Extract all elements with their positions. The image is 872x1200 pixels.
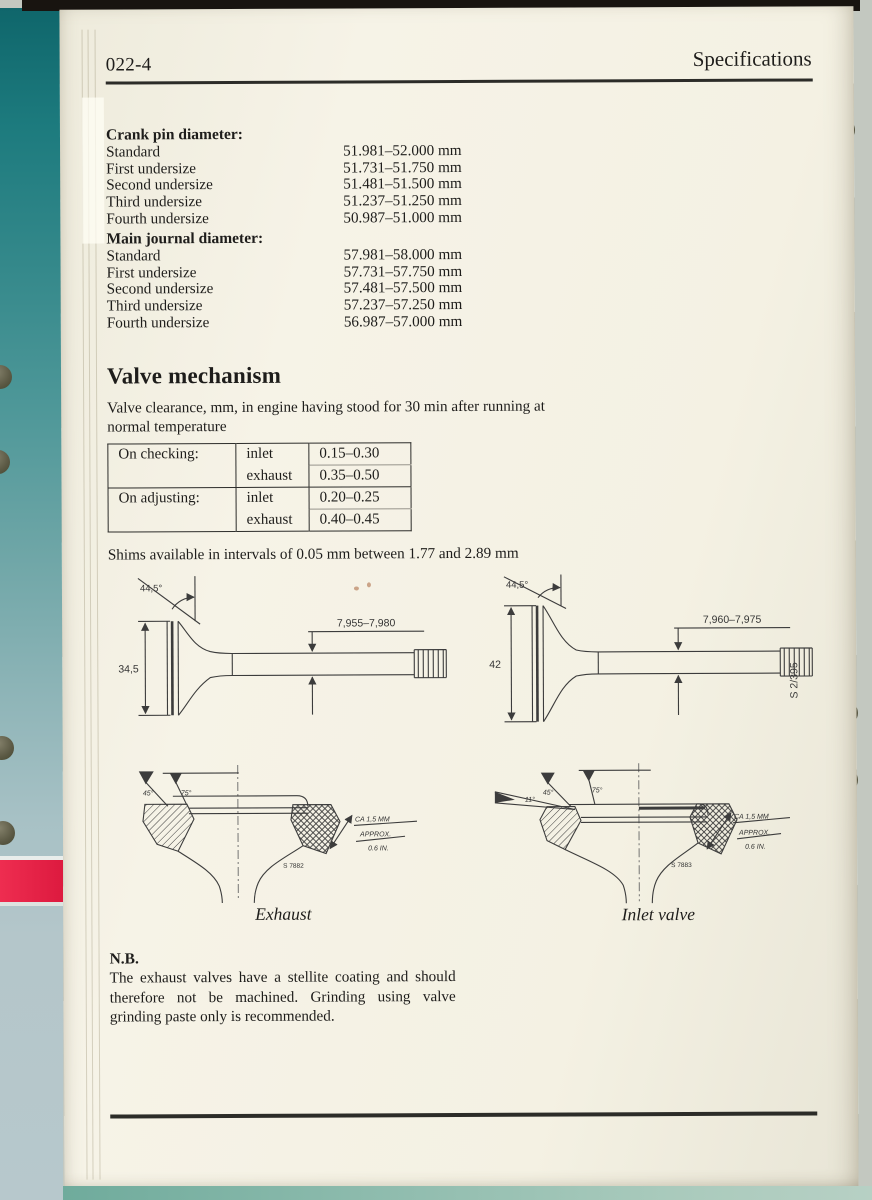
spec-label: Fourth undersize [106, 210, 209, 228]
spec-value: 56.987–57.000 mm [343, 312, 463, 331]
port-cell: inlet [236, 487, 309, 509]
valve-mechanism-heading: Valve mechanism [106, 362, 282, 389]
stem-diameter-dim: 7,955–7,980 [336, 617, 396, 630]
crank-pin-heading: Crank pin diameter: [105, 125, 243, 144]
spec-row [106, 209, 586, 228]
figure-number: S 7882 [283, 862, 304, 870]
port-cell: inlet [236, 443, 309, 465]
spec-row [106, 142, 586, 161]
footer-rule [110, 1111, 817, 1118]
spec-label: First undersize [106, 263, 197, 282]
valve-clearance-table [107, 442, 411, 532]
port-cell: exhaust [236, 509, 309, 531]
spec-label: Standard [106, 143, 161, 161]
table-row [108, 443, 411, 466]
inlet-valve-profile-drawing [480, 572, 816, 731]
figure-plate-reference: S 2/395 [788, 662, 801, 699]
clearance-mode-cell: On adjusting: [108, 487, 236, 532]
nb-text: The exhaust valves have a stellite coating and should therefore not be machined. Grinding using valve grinding paste only is recommended. [109, 968, 456, 1026]
seat-note-line2: APPROX. [360, 831, 392, 839]
spec-label: Fourth undersize [106, 314, 210, 332]
spec-value: 57.981–58.000 mm [343, 245, 463, 264]
head-diameter-dim: 34,5 [118, 663, 139, 676]
main-journal-diameter-block [106, 229, 586, 332]
value-cell: 0.20–0.25 [309, 487, 411, 509]
manual-page [59, 6, 858, 1189]
spec-label: Standard [106, 247, 161, 265]
spec-label: Third undersize [106, 297, 203, 315]
valve-clearance-intro: Valve clearance, mm, in engine having stood for 30 min after running at normal temperature [107, 397, 545, 436]
exhaust-valve-profile-drawing [112, 574, 458, 734]
exhaust-seat-section-drawing [133, 760, 419, 909]
binder-edge-strip [0, 8, 63, 1200]
section-title: Specifications [692, 46, 812, 71]
seat-note-line1: CA 1,5 MM [354, 816, 390, 824]
head-diameter-dim: 42 [489, 658, 502, 671]
seat-angle-75-label: 75° [180, 790, 192, 798]
spec-row [107, 313, 587, 332]
spec-value: 51.981–52.000 mm [343, 141, 462, 160]
seat-angle-45-label: 45° [142, 790, 154, 798]
spec-row [106, 246, 586, 265]
seat-note-line1: CA 1,5 MM [733, 813, 769, 821]
value-cell: 0.40–0.45 [319, 511, 380, 528]
spec-value: 57.237–57.250 mm [343, 296, 463, 314]
seat-angle-label: 44,5° [139, 583, 163, 595]
seat-note-line3: 0.6 IN. [745, 843, 766, 851]
exhaust-caption: Exhaust [255, 903, 312, 924]
nb-heading: N.B. [109, 950, 139, 968]
spec-label: Second undersize [106, 176, 213, 194]
red-index-tab [0, 856, 63, 906]
figure-number: S 7883 [671, 861, 692, 870]
spec-value: 57.731–57.750 mm [343, 262, 463, 281]
seat-angle-11-label: 11° [524, 796, 535, 804]
spec-value: 57.481–57.500 mm [343, 279, 463, 297]
seat-angle-45-label: 45° [542, 789, 554, 797]
main-journal-heading: Main journal diameter: [106, 229, 264, 248]
scan-stain [367, 582, 371, 587]
nb-note-block [110, 948, 456, 1027]
seat-angle-label: 44,5° [505, 579, 529, 591]
spec-value: 51.237–51.250 mm [343, 192, 462, 210]
spec-label: Second undersize [106, 280, 214, 298]
sheet-edge-tab [82, 98, 105, 244]
stem-diameter-dim: 7,960–7,975 [702, 613, 762, 626]
inlet-seat-section-drawing [491, 757, 794, 910]
scan-stain [354, 586, 359, 590]
spec-value: 50.987–51.000 mm [343, 208, 462, 227]
crank-pin-diameter-block [106, 125, 586, 228]
clearance-mode-cell: On checking: [108, 443, 236, 488]
port-cell: exhaust [236, 465, 309, 487]
spec-label: First undersize [106, 159, 197, 178]
shims-note: Shims available in intervals of 0.05 mm between 1.77 and 2.89 mm [107, 544, 519, 564]
value-cell: 0.35–0.50 [319, 467, 380, 484]
spec-value: 51.481–51.500 mm [343, 175, 462, 193]
spec-value: 51.731–51.750 mm [343, 158, 462, 177]
seat-note-line2: APPROX. [739, 829, 771, 837]
value-cell: 0.15–0.30 [309, 443, 411, 465]
spec-label: Third undersize [106, 193, 203, 211]
seat-angle-75-label: 75° [591, 787, 603, 795]
seat-note-line3: 0.6 IN. [368, 845, 389, 853]
page-number: 022-4 [105, 54, 152, 76]
header-rule [106, 78, 813, 84]
inlet-valve-caption: Inlet valve [621, 903, 696, 925]
table-row [108, 487, 411, 510]
scan-bottom-edge [63, 1186, 872, 1200]
